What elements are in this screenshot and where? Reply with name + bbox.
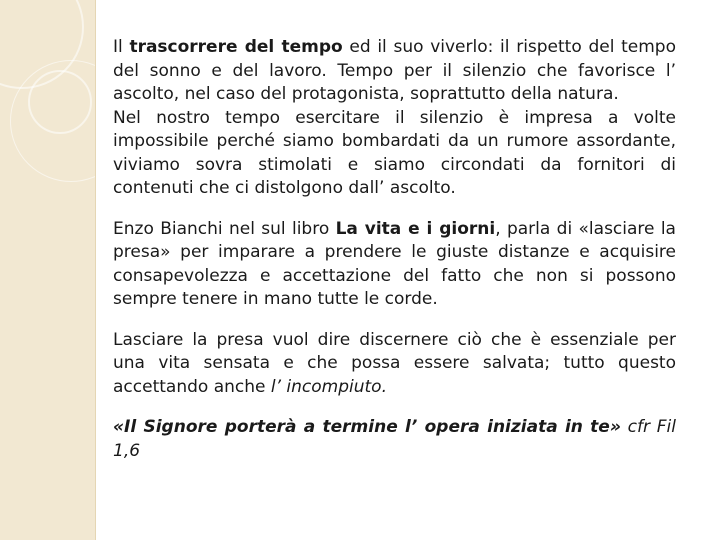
paragraph-lasciare-presa — [113, 329, 676, 400]
italic-phrase: l’ incompiuto. — [270, 376, 387, 397]
decorative-sidebar — [0, 0, 95, 540]
sidebar-divider — [95, 0, 96, 540]
slide-text — [113, 36, 676, 463]
bible-reference: cfr Fil 1,6 — [113, 417, 676, 461]
bold-phrase: trascorrere del tempo — [129, 37, 343, 57]
paragraph-text: Enzo Bianchi nel sul libro — [113, 218, 336, 239]
quote-text: «Il Signore porterà a termine l’ opera iniziata in te» — [113, 417, 621, 437]
book-title: La vita e i giorni — [335, 218, 496, 239]
paragraph-text: , parla di «lasciare la presa» per imparare a prendere le giuste distanze e acquisire consapevolezza e accettazione del fatto che non si possono sempre tenere in mano tutte le corde. — [113, 218, 676, 309]
paragraph-text: ed il suo viverlo: il rispetto del tempo del sonno e del lavoro. Tempo per il silenzio che favorisce l’ ascolto, nel caso del protagonista, soprattutto della natura. — [113, 37, 677, 104]
paragraph-silenzio: Nel nostro tempo esercitare il silenzio è impresa a volte impossibile perché siamo bombardati da un rumore assordante, viviamo sovra stimolati e siamo circondati da fornitori di contenuti che ci distolgono dall’ ascolto. — [113, 107, 676, 198]
paragraph-text: Il — [113, 37, 130, 57]
paragraph-trascorrere-tempo — [113, 36, 676, 107]
paragraph-text: Lasciare la presa vuol dire discernere ciò che è essenziale per una vita sensata e che possa essere salvata; tutto questo accettando anche — [113, 329, 676, 397]
quote-citation — [113, 416, 676, 463]
paragraph-enzo-bianchi — [113, 218, 676, 312]
